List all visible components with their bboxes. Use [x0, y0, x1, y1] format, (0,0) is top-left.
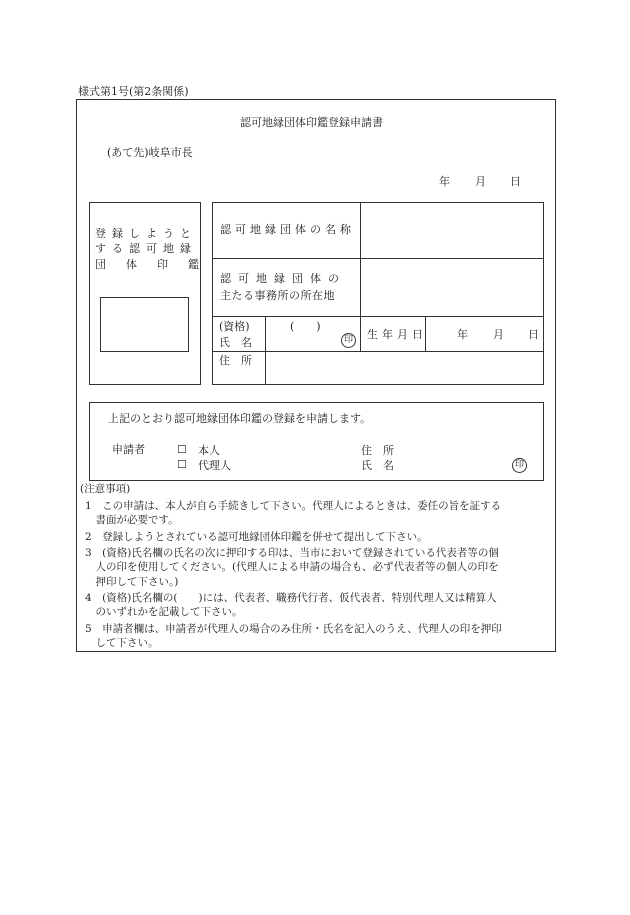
qualification-paren: ( ) [290, 320, 321, 333]
table-rule [212, 316, 544, 317]
note-line: 4 (資格)氏名欄の( )には、代表者、職務代行者、仮代表者、特別代理人又は精算人 [85, 592, 497, 604]
office-address-field[interactable] [362, 260, 542, 314]
form-title: 認可地縁団体印鑑登録申請書 [240, 116, 383, 129]
note-line: 5 申請者欄は、申請者が代理人の場合のみ住所・氏名を記入のうえ、代理人の印を押印 [85, 623, 502, 635]
birth-year: 年 [457, 328, 468, 341]
office-label-line2: 主たる事務所の所在地 [220, 289, 335, 302]
note-line: 2 登録しようとされている認可地縁団体印鑑を併せて提出して下さい。 [85, 531, 428, 543]
note-line: 押印して下さい。) [85, 576, 179, 588]
note-line: 1 この申請は、本人が自ら手続きして下さい。代理人によるときは、委任の旨を証する [85, 500, 502, 512]
applicant-seal-mark-icon: 印 [512, 458, 527, 473]
option-self-label: 本人 [198, 444, 220, 457]
option-agent-label: 代理人 [198, 459, 231, 472]
date-year: 年 [439, 175, 450, 188]
note-line: して下さい。 [85, 637, 159, 649]
applicant-address-label: 住 所 [361, 444, 394, 457]
date-month: 月 [475, 175, 486, 188]
note-line: 書面が必要です。 [85, 514, 179, 526]
table-rule [265, 316, 266, 385]
birth-day: 日 [528, 328, 539, 341]
addressee: (あて先)岐阜市長 [107, 146, 193, 159]
note-line: のいずれかを記載して下さい。 [85, 606, 243, 618]
birth-date-label: 生年月日 [367, 328, 427, 341]
representative-name-field[interactable] [267, 318, 342, 349]
org-name-field[interactable] [362, 204, 542, 256]
table-rule [212, 351, 544, 352]
notes-heading: (注意事項) [80, 483, 131, 495]
note-line: 人の印を使用してください。(代理人による申請の場合も、必ず代表者等の個人の印を [85, 561, 499, 573]
office-label-line1: 認可地縁団体の [220, 272, 346, 285]
seal-box-line2: する認可地縁 [95, 242, 197, 255]
note-line: 3 (資格)氏名欄の氏名の次に押印する印は、当市において登録されている代表者等の個 [85, 547, 499, 559]
table-rule [212, 258, 544, 259]
qualification-label: (資格) [219, 320, 250, 333]
seal-mark-icon: 印 [341, 333, 356, 348]
seal-box-line1: 登録しようと [95, 227, 197, 240]
date-day: 日 [510, 175, 521, 188]
checkbox-self[interactable]: ☐ [177, 443, 187, 456]
checkbox-agent[interactable]: ☐ [177, 458, 187, 471]
application-statement: 上記のとおり認可地縁団体印鑑の登録を申請します。 [108, 412, 372, 425]
address-label: 住 所 [219, 354, 252, 367]
applicant-label: 申請者 [112, 443, 145, 456]
table-rule [360, 316, 361, 351]
representative-address-field[interactable] [267, 353, 542, 383]
seal-impression-area[interactable] [100, 297, 189, 352]
applicant-name-label: 氏 名 [361, 459, 394, 472]
name-label: 氏 名 [219, 336, 252, 349]
form-number: 様式第1号(第2条関係) [78, 85, 189, 98]
seal-box-line3: 団体印鑑 [95, 258, 219, 271]
org-name-label: 認可地縁団体の名称 [220, 223, 355, 236]
birth-month: 月 [493, 328, 504, 341]
table-rule [360, 202, 361, 316]
